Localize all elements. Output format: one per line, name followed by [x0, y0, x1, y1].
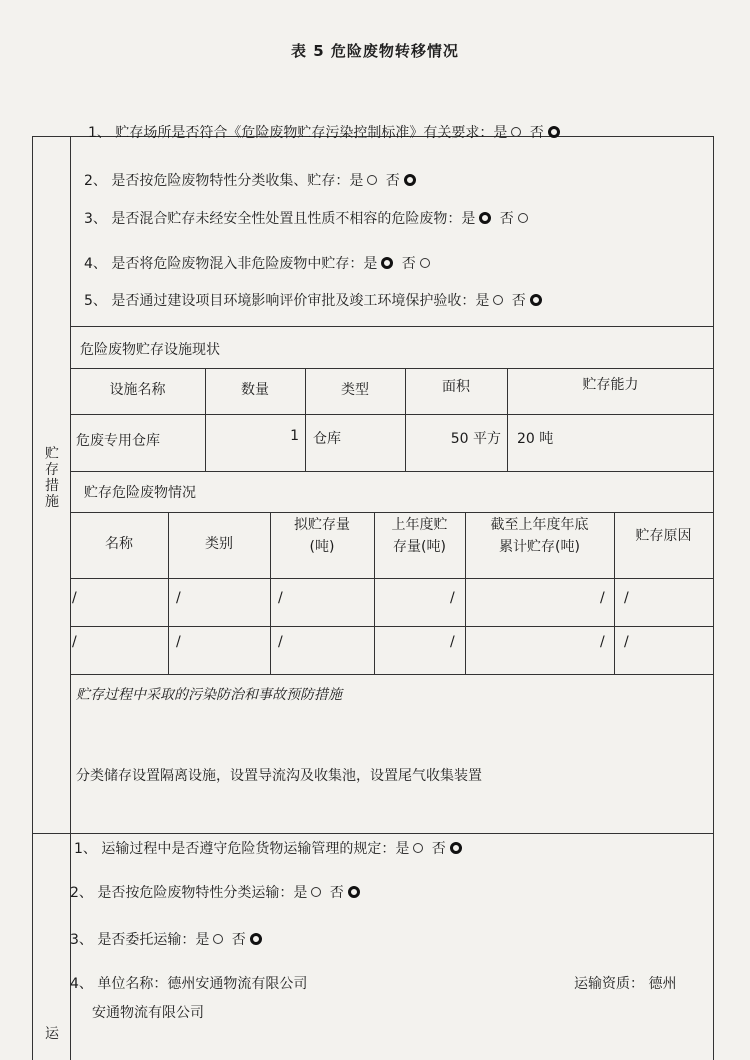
no-label: 否 — [381, 173, 400, 189]
yes-radio-icon[interactable] — [413, 843, 423, 853]
waste-cell: / — [624, 590, 629, 606]
storage-question-5 — [84, 290, 546, 310]
no-label: 否 — [397, 256, 416, 272]
waste-cell: / — [278, 590, 283, 606]
facility-cell-area: 50 平方 — [450, 431, 501, 447]
waste-header-line: 类别 — [205, 536, 233, 552]
yes-label: 是 — [461, 211, 476, 227]
transport-qualification: 运输资质： 德州 — [574, 976, 677, 992]
waste-cell: / — [600, 634, 605, 650]
no-radio-icon[interactable] — [250, 933, 262, 945]
rule-waste-row-2 — [70, 674, 714, 675]
storage-question-text: 1、 贮存场所是否符合《危险废物贮存污染控制标准》有关要求： — [88, 125, 494, 141]
waste-header-line: (吨) — [309, 539, 335, 555]
transport-question-text: 3、 是否委托运输： — [70, 932, 196, 948]
rule-facility-header-bottom — [70, 414, 714, 415]
waste-cell: / — [72, 590, 77, 606]
no-radio-icon[interactable] — [530, 294, 542, 306]
transport-question-text: 2、 是否按危险废物特性分类运输： — [70, 885, 294, 901]
no-radio-icon[interactable] — [404, 174, 416, 186]
side-label-transport: 运 — [45, 1026, 59, 1042]
facility-header-capacity: 贮存能力 — [582, 377, 639, 393]
yes-label: 是 — [363, 256, 378, 272]
waste-header-line: 截至上年度年底 — [490, 517, 589, 533]
no-label: 否 — [227, 932, 246, 948]
yes-radio-icon[interactable] — [213, 934, 223, 944]
transport-unit-continuation: 安通物流有限公司 — [92, 1005, 204, 1021]
yes-radio-icon[interactable] — [367, 175, 377, 185]
waste-header-line: 拟贮存量 — [294, 517, 350, 533]
waste-cell: / — [176, 590, 181, 606]
no-label: 否 — [507, 293, 526, 309]
side-label-storage: 贮存措施 — [45, 446, 59, 510]
transport-question-2 — [70, 882, 364, 902]
storage-question-2 — [84, 170, 420, 190]
frame-right — [713, 136, 714, 1060]
facility-header-name: 设施名称 — [109, 382, 166, 398]
waste-header-2 — [168, 533, 270, 555]
waste-cell: / — [278, 634, 283, 650]
facility-header-type: 类型 — [341, 382, 369, 398]
transport-question-1 — [74, 838, 466, 858]
storage-question-4 — [84, 253, 434, 273]
no-radio-icon[interactable] — [420, 258, 430, 268]
label-column-divider — [70, 136, 71, 1060]
waste-cell: / — [624, 634, 629, 650]
waste-cell: / — [450, 634, 455, 650]
yes-label: 是 — [493, 125, 508, 141]
waste-header-line: 上年度贮 — [391, 517, 448, 533]
transport-question-3 — [70, 929, 266, 949]
yes-radio-icon[interactable] — [511, 127, 521, 137]
waste-header-5 — [465, 514, 614, 558]
waste-header-4 — [374, 514, 465, 558]
waste-header-line: 贮存原因 — [635, 528, 692, 544]
facility-header-area: 面积 — [442, 379, 470, 395]
page-title: 表 5 危险废物转移情况 — [291, 42, 459, 60]
waste-cell: / — [600, 590, 605, 606]
measures-title: 贮存过程中采取的污染防治和事故预防措施 — [76, 687, 342, 703]
waste-header-line: 名称 — [105, 536, 133, 552]
waste-cell: / — [176, 634, 181, 650]
facility-cell-name: 危废专用仓库 — [76, 433, 160, 449]
rule-waste-header-bottom — [70, 578, 714, 579]
rule-waste-header-top — [70, 512, 714, 513]
storage-question-text: 2、 是否按危险废物特性分类收集、贮存： — [84, 173, 350, 189]
storage-question-1 — [88, 122, 564, 142]
rule-facility-header-top — [70, 368, 714, 369]
facility-section-title: 危险废物贮存设施现状 — [80, 342, 220, 358]
transport-unit-label: 4、 单位名称：德州安通物流有限公司 — [70, 976, 308, 992]
section-divider — [32, 833, 714, 834]
yes-label: 是 — [475, 293, 490, 309]
waste-header-1 — [70, 533, 168, 555]
yes-radio-icon[interactable] — [381, 257, 393, 269]
yes-label: 是 — [293, 885, 308, 901]
yes-radio-icon[interactable] — [493, 295, 503, 305]
storage-question-text: 4、 是否将危险废物混入非危险废物中贮存： — [84, 256, 364, 272]
no-radio-icon[interactable] — [450, 842, 462, 854]
facility-cell-type: 仓库 — [313, 431, 341, 447]
facility-header-quantity: 数量 — [241, 382, 269, 398]
yes-label: 是 — [395, 841, 410, 857]
yes-label: 是 — [195, 932, 210, 948]
yes-radio-icon[interactable] — [479, 212, 491, 224]
no-label: 否 — [325, 885, 344, 901]
rule-facility-bottom — [70, 471, 714, 472]
waste-header-line: 累计贮存(吨) — [499, 539, 580, 555]
yes-label: 是 — [349, 173, 364, 189]
storage-question-3 — [84, 208, 532, 228]
waste-header-3 — [270, 514, 374, 558]
transport-question-text: 1、 运输过程中是否遵守危险货物运输管理的规定： — [74, 841, 396, 857]
no-radio-icon[interactable] — [548, 126, 560, 138]
no-label: 否 — [525, 125, 544, 141]
frame-left — [32, 136, 33, 1060]
rule-facility-top — [70, 326, 714, 327]
yes-radio-icon[interactable] — [311, 887, 321, 897]
waste-cell: / — [450, 590, 455, 606]
waste-section-title: 贮存危险废物情况 — [84, 485, 196, 501]
waste-header-line: 存量(吨) — [393, 539, 446, 555]
facility-cell-capacity: 20 吨 — [517, 431, 554, 447]
waste-cell: / — [72, 634, 77, 650]
no-label: 否 — [427, 841, 446, 857]
no-radio-icon[interactable] — [518, 213, 528, 223]
waste-header-6 — [614, 525, 713, 547]
storage-question-text: 3、 是否混合贮存未经安全性处置且性质不相容的危险废物： — [84, 211, 462, 227]
rule-waste-row-1 — [70, 626, 714, 627]
facility-cell-quantity: 1 — [290, 428, 299, 444]
storage-question-text: 5、 是否通过建设项目环境影响评价审批及竣工环境保护验收： — [84, 293, 476, 309]
measures-content: 分类储存设置隔离设施，设置导流沟及收集池，设置尾气收集装置 — [76, 768, 482, 784]
no-label: 否 — [495, 211, 514, 227]
no-radio-icon[interactable] — [348, 886, 360, 898]
